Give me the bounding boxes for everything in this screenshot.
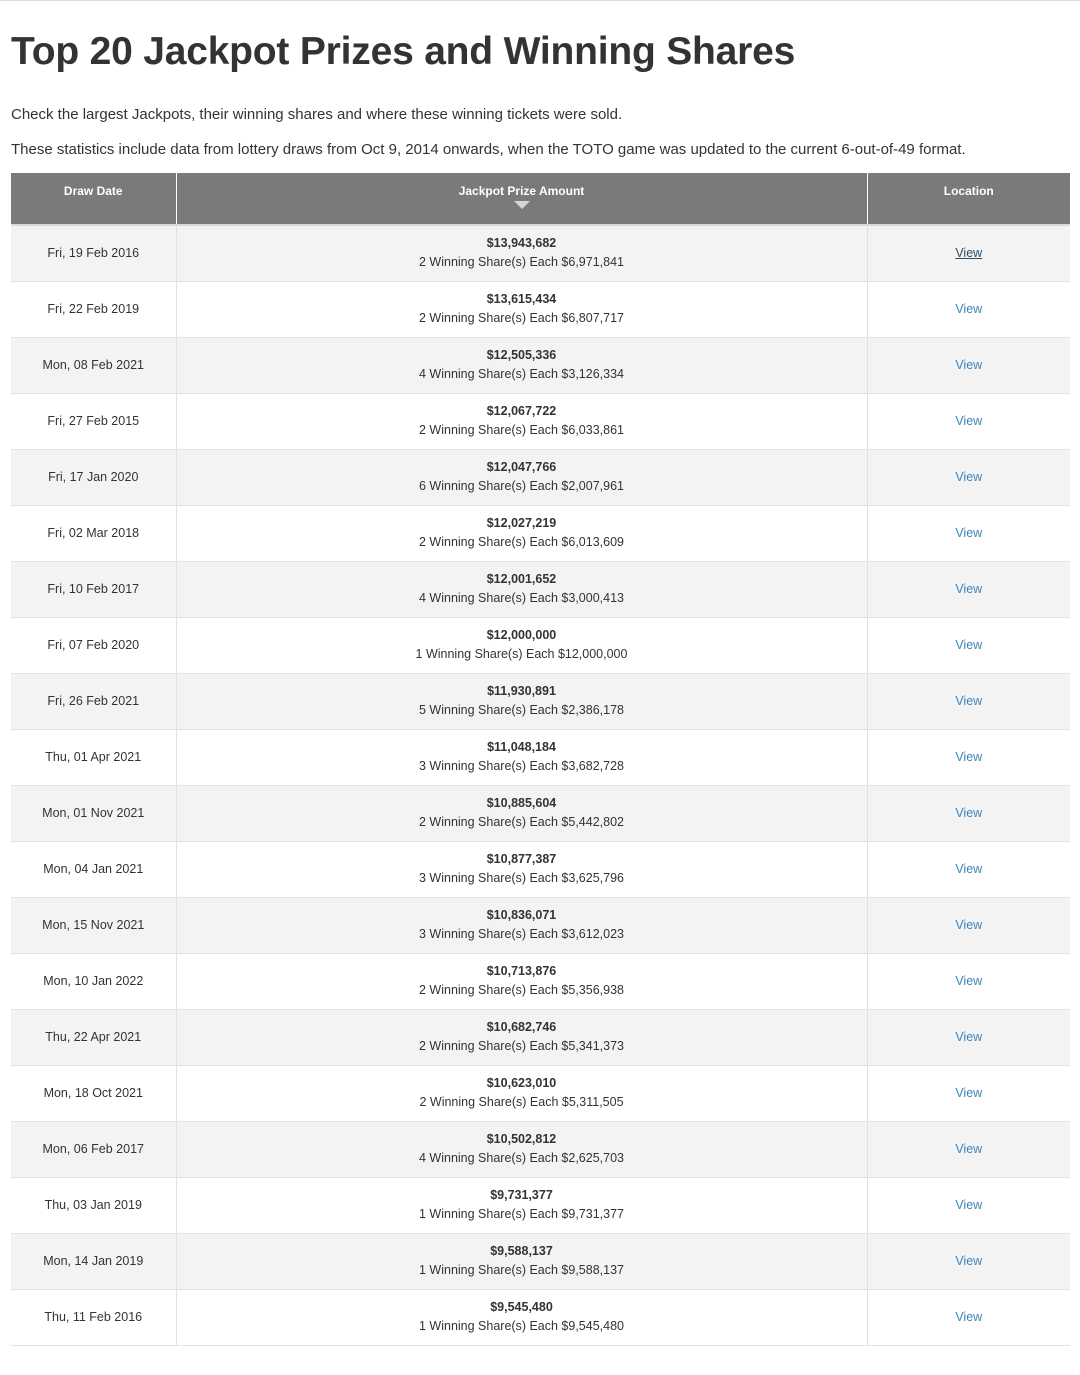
jackpot-amount-cell — [176, 1009, 867, 1065]
table-row — [11, 785, 1070, 841]
jackpot-amount: $10,682,746 — [486, 1020, 557, 1034]
jackpot-amount-cell — [176, 729, 867, 785]
table-row — [11, 1289, 1070, 1345]
draw-date-cell: Thu, 22 Apr 2021 — [11, 1009, 176, 1065]
top-divider — [0, 0, 1080, 1]
view-location-link[interactable]: View — [955, 414, 983, 428]
location-cell — [867, 561, 1070, 617]
draw-date-cell: Thu, 01 Apr 2021 — [11, 729, 176, 785]
view-location-link[interactable]: View — [955, 582, 983, 596]
jackpot-amount: $12,000,000 — [486, 628, 557, 642]
location-cell — [867, 449, 1070, 505]
jackpot-amount-cell — [176, 337, 867, 393]
winning-shares: 6 Winning Share(s) Each $2,007,961 — [419, 479, 624, 493]
jackpot-amount-cell — [176, 785, 867, 841]
view-location-link[interactable]: View — [955, 806, 983, 820]
location-cell — [867, 897, 1070, 953]
view-location-link[interactable]: View — [955, 1030, 983, 1044]
view-location-link[interactable]: View — [955, 246, 983, 261]
jackpot-amount: $12,047,766 — [486, 460, 557, 474]
draw-date-cell: Fri, 02 Mar 2018 — [11, 505, 176, 561]
location-cell — [867, 281, 1070, 337]
table-row — [11, 1065, 1070, 1121]
winning-shares: 2 Winning Share(s) Each $5,442,802 — [419, 815, 624, 829]
jackpot-amount: $10,713,876 — [486, 964, 557, 978]
draw-date-cell: Mon, 04 Jan 2021 — [11, 841, 176, 897]
location-cell — [867, 729, 1070, 785]
location-cell — [867, 841, 1070, 897]
draw-date-cell: Mon, 08 Feb 2021 — [11, 337, 176, 393]
jackpot-amount: $12,067,722 — [486, 404, 557, 418]
jackpot-amount-cell — [176, 1177, 867, 1233]
view-location-link[interactable]: View — [955, 470, 983, 484]
table-row — [11, 729, 1070, 785]
jackpot-amount-cell — [176, 1065, 867, 1121]
winning-shares: 1 Winning Share(s) Each $9,731,377 — [419, 1207, 624, 1221]
jackpot-amount: $10,502,812 — [486, 1132, 557, 1146]
winning-shares: 4 Winning Share(s) Each $3,000,413 — [419, 591, 624, 605]
view-location-link[interactable]: View — [955, 526, 983, 540]
winning-shares: 3 Winning Share(s) Each $3,612,023 — [419, 927, 624, 941]
location-header-label: Location — [943, 184, 994, 198]
draw-date-cell: Mon, 14 Jan 2019 — [11, 1233, 176, 1289]
jackpot-amount: $12,027,219 — [486, 516, 557, 530]
jackpot-amount: $13,943,682 — [486, 236, 557, 251]
jackpot-table — [11, 173, 1070, 1346]
sort-descending-icon — [514, 201, 530, 209]
statistics-note: These statistics include data from lottery draws from Oct 9, 2014 onwards, when the TOTO game was updated to the current 6-out-of-49 format. — [11, 141, 966, 158]
jackpot-amount-cell — [176, 505, 867, 561]
winning-shares: 2 Winning Share(s) Each $5,311,505 — [419, 1095, 624, 1109]
jackpot-amount-cell — [176, 393, 867, 449]
winning-shares: 4 Winning Share(s) Each $3,126,334 — [419, 367, 624, 381]
jackpot-amount: $11,048,184 — [487, 740, 556, 754]
table-row — [11, 1233, 1070, 1289]
location-cell — [867, 1289, 1070, 1345]
jackpot-amount: $10,623,010 — [486, 1076, 557, 1090]
table-row — [11, 505, 1070, 561]
table-row — [11, 897, 1070, 953]
draw-date-header-label: Draw Date — [63, 184, 123, 198]
location-cell — [867, 393, 1070, 449]
jackpot-amount: $12,505,336 — [486, 348, 557, 362]
draw-date-cell: Fri, 22 Feb 2019 — [11, 281, 176, 337]
winning-shares: 3 Winning Share(s) Each $3,682,728 — [419, 759, 624, 773]
winning-shares: 2 Winning Share(s) Each $5,356,938 — [419, 983, 624, 997]
jackpot-amount-cell — [176, 617, 867, 673]
location-cell — [867, 953, 1070, 1009]
jackpot-amount-cell — [176, 1233, 867, 1289]
table-row — [11, 449, 1070, 505]
table-row — [11, 225, 1070, 281]
winning-shares: 2 Winning Share(s) Each $6,033,861 — [419, 423, 624, 437]
draw-date-cell: Fri, 26 Feb 2021 — [11, 673, 176, 729]
view-location-link[interactable]: View — [955, 638, 983, 652]
table-row — [11, 561, 1070, 617]
draw-date-cell: Thu, 03 Jan 2019 — [11, 1177, 176, 1233]
draw-date-cell: Fri, 10 Feb 2017 — [11, 561, 176, 617]
jackpot-amount: $13,615,434 — [486, 292, 557, 306]
jackpot-amount: $10,877,387 — [486, 852, 557, 866]
winning-shares: 5 Winning Share(s) Each $2,386,178 — [419, 703, 624, 717]
table-row — [11, 617, 1070, 673]
location-cell — [867, 1177, 1070, 1233]
table-row — [11, 1177, 1070, 1233]
table-body — [11, 225, 1070, 1345]
jackpot-amount-cell — [176, 281, 867, 337]
draw-date-cell: Mon, 10 Jan 2022 — [11, 953, 176, 1009]
view-location-link[interactable]: View — [955, 1254, 983, 1268]
view-location-link[interactable]: View — [955, 1086, 983, 1100]
location-cell — [867, 1065, 1070, 1121]
winning-shares: 2 Winning Share(s) Each $6,807,717 — [419, 311, 624, 325]
location-cell — [867, 337, 1070, 393]
jackpot-amount-cell — [176, 561, 867, 617]
location-cell — [867, 673, 1070, 729]
draw-date-cell: Mon, 06 Feb 2017 — [11, 1121, 176, 1177]
view-location-link[interactable]: View — [955, 302, 983, 316]
jackpot-amount-cell — [176, 673, 867, 729]
jackpot-amount-cell — [176, 449, 867, 505]
table-row — [11, 1009, 1070, 1065]
location-cell — [867, 785, 1070, 841]
jackpot-amount: $11,930,891 — [487, 684, 556, 698]
location-cell — [867, 1121, 1070, 1177]
table-row — [11, 281, 1070, 337]
jackpot-amount: $9,545,480 — [490, 1300, 553, 1314]
table-row — [11, 337, 1070, 393]
jackpot-amount-header-label: Jackpot Prize Amount — [458, 184, 585, 198]
winning-shares: 2 Winning Share(s) Each $5,341,373 — [419, 1039, 624, 1053]
draw-date-cell: Fri, 19 Feb 2016 — [11, 225, 176, 281]
draw-date-cell: Fri, 27 Feb 2015 — [11, 393, 176, 449]
page-title: Top 20 Jackpot Prizes and Winning Shares — [11, 30, 796, 73]
location-cell — [867, 1233, 1070, 1289]
view-location-link[interactable]: View — [955, 1198, 983, 1212]
jackpot-amount-cell — [176, 225, 867, 281]
view-location-link[interactable]: View — [955, 1142, 983, 1156]
column-header-location[interactable] — [867, 173, 1070, 225]
column-header-jackpot-amount[interactable] — [176, 173, 867, 225]
jackpot-amount-cell — [176, 1121, 867, 1177]
winning-shares: 3 Winning Share(s) Each $3,625,796 — [419, 871, 624, 885]
draw-date-cell: Mon, 18 Oct 2021 — [11, 1065, 176, 1121]
table-header — [11, 173, 1070, 225]
table-row — [11, 1121, 1070, 1177]
jackpot-amount-cell — [176, 1289, 867, 1345]
column-header-draw-date[interactable] — [11, 173, 176, 225]
table-row — [11, 393, 1070, 449]
view-location-link[interactable]: View — [955, 862, 983, 876]
table-row — [11, 673, 1070, 729]
view-location-link[interactable]: View — [955, 358, 983, 372]
location-cell — [867, 505, 1070, 561]
location-cell — [867, 1009, 1070, 1065]
draw-date-cell: Fri, 07 Feb 2020 — [11, 617, 176, 673]
view-location-link[interactable]: View — [955, 918, 983, 932]
winning-shares: 1 Winning Share(s) Each $9,588,137 — [419, 1263, 624, 1277]
winning-shares: 1 Winning Share(s) Each $12,000,000 — [415, 647, 628, 661]
table-row — [11, 841, 1070, 897]
jackpot-amount: $12,001,652 — [486, 572, 557, 586]
jackpot-amount: $9,731,377 — [490, 1188, 553, 1202]
view-location-link[interactable]: View — [955, 694, 983, 708]
location-cell — [867, 617, 1070, 673]
draw-date-cell: Thu, 11 Feb 2016 — [11, 1289, 176, 1345]
draw-date-cell: Mon, 01 Nov 2021 — [11, 785, 176, 841]
location-cell — [867, 225, 1070, 281]
jackpot-amount: $10,885,604 — [486, 796, 557, 810]
jackpot-amount: $9,588,137 — [490, 1244, 553, 1258]
view-location-link[interactable]: View — [955, 750, 983, 764]
table-row — [11, 953, 1070, 1009]
jackpot-amount: $10,836,071 — [486, 908, 557, 922]
draw-date-cell: Mon, 15 Nov 2021 — [11, 897, 176, 953]
intro-text: Check the largest Jackpots, their winning shares and where these winning tickets were sold. — [11, 106, 623, 123]
winning-shares: 4 Winning Share(s) Each $2,625,703 — [419, 1151, 624, 1165]
jackpot-amount-cell — [176, 897, 867, 953]
winning-shares: 2 Winning Share(s) Each $6,013,609 — [419, 535, 624, 549]
view-location-link[interactable]: View — [955, 974, 983, 988]
jackpot-amount-cell — [176, 841, 867, 897]
winning-shares: 1 Winning Share(s) Each $9,545,480 — [419, 1319, 624, 1333]
jackpot-amount-cell — [176, 953, 867, 1009]
view-location-link[interactable]: View — [955, 1310, 983, 1324]
draw-date-cell: Fri, 17 Jan 2020 — [11, 449, 176, 505]
winning-shares: 2 Winning Share(s) Each $6,971,841 — [419, 255, 624, 270]
